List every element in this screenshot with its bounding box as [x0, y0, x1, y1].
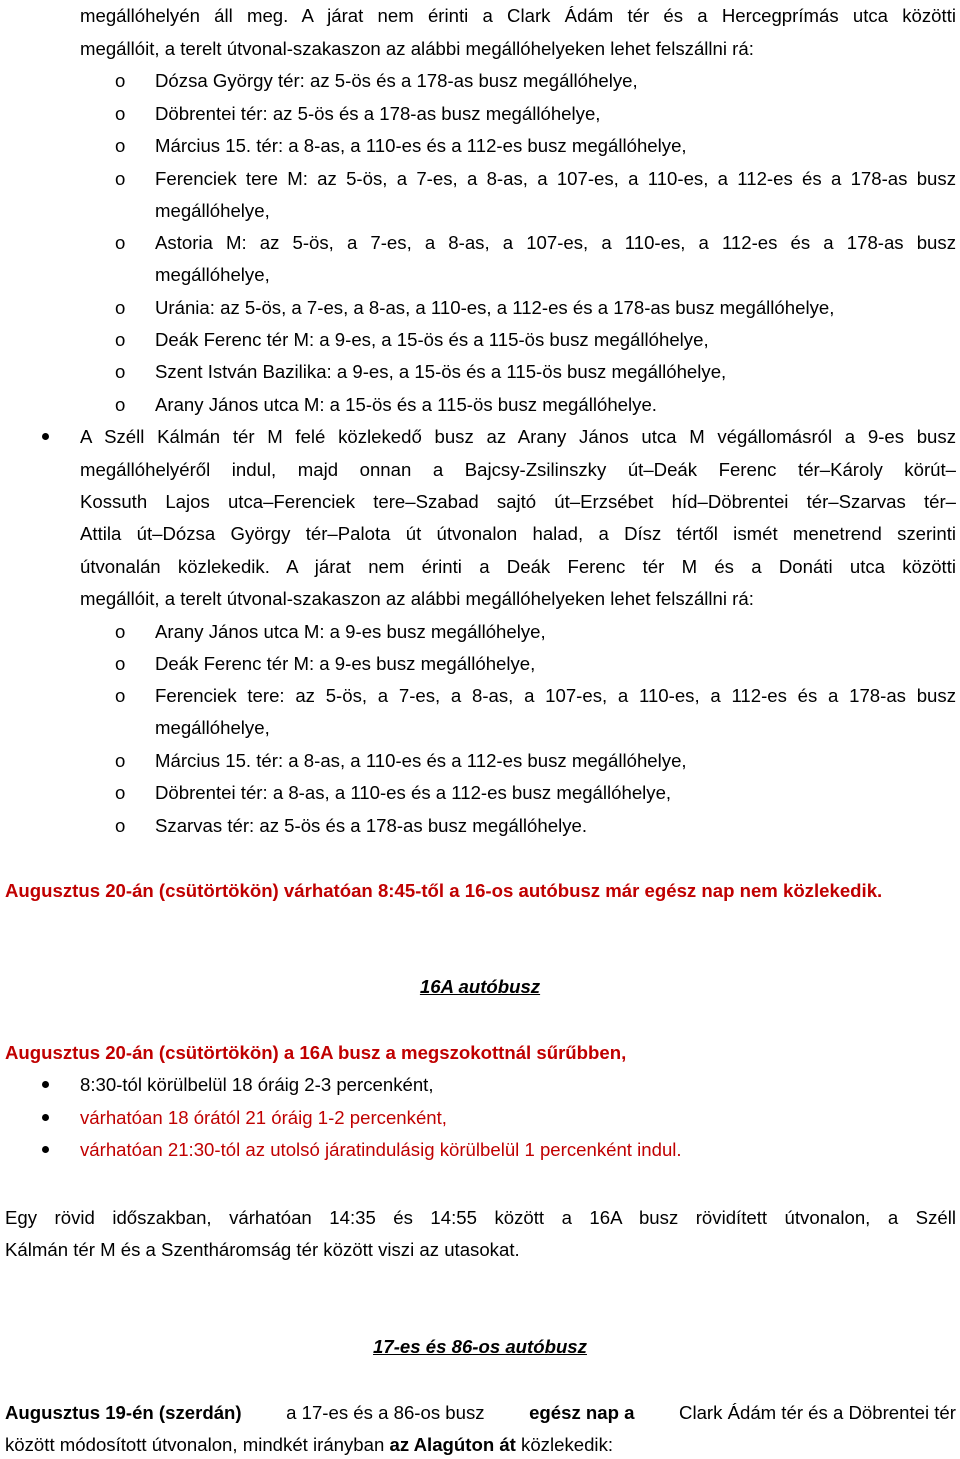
- text-line: Attila út–Dózsa György tér–Palota út útvonalon halad, a Dísz tértől ismét menetrend szerinti: [80, 523, 956, 544]
- list-item: Döbrentei tér: az 5-ös és a 178-as busz megállóhelye,: [155, 103, 601, 124]
- list-item: 8:30-tól körülbelül 18 óráig 2-3 percenként,: [80, 1074, 434, 1095]
- list-bullet: o: [115, 329, 126, 350]
- section-title-17-86: 17-es és 86-os autóbusz: [373, 1336, 587, 1357]
- text-bold: az Alagúton át: [389, 1434, 516, 1455]
- list-bullet: o: [115, 750, 126, 771]
- text-bold: egész nap a: [529, 1402, 635, 1423]
- list-bullet: o: [115, 135, 126, 156]
- list-item: Uránia: az 5-ös, a 7-es, a 8-as, a 110-es, a 112-es és a 178-as busz megállóhelye,: [155, 297, 835, 318]
- bullet-dot: [42, 433, 49, 440]
- text-line: megállóit, a terelt útvonal-szakaszon az alábbi megállóhelyeken lehet felszállni rá:: [80, 588, 754, 609]
- list-item: Március 15. tér: a 8-as, a 110-es és a 112-es busz megállóhelye,: [155, 135, 687, 156]
- list-item: Arany János utca M: a 9-es busz megállóhelye,: [155, 621, 546, 642]
- notice-16: Augusztus 20-án (csütörtökön) várhatóan 8:45-től a 16-os autóbusz már egész nap nem közlekedik.: [5, 880, 883, 901]
- list-item: Március 15. tér: a 8-as, a 110-es és a 112-es busz megállóhelye,: [155, 750, 687, 771]
- list-bullet: o: [115, 361, 126, 382]
- list-bullet: o: [115, 103, 126, 124]
- text-line: Egy rövid időszakban, várhatóan 14:35 és 14:55 között a 16A busz rövidített útvonalon, a Széll: [5, 1207, 956, 1228]
- list-item: Arany János utca M: a 15-ös és a 115-ös busz megállóhelye.: [155, 394, 657, 415]
- list-item: várhatóan 18 órától 21 óráig 1-2 percenként,: [80, 1107, 447, 1128]
- list-item-continuation: megállóhelye,: [155, 264, 270, 285]
- list-item: Astoria M: az 5-ös, a 7-es, a 8-as, a 107-es, a 110-es, a 112-es és a 178-as busz: [155, 232, 956, 253]
- list-bullet: o: [115, 621, 126, 642]
- text-line: [5, 1401, 956, 1425]
- list-bullet: o: [115, 297, 126, 318]
- list-item: Deák Ferenc tér M: a 9-es busz megállóhelye,: [155, 653, 536, 674]
- bullet-dot: [42, 1146, 49, 1153]
- list-item: Szent István Bazilika: a 9-es, a 15-ös és a 115-ös busz megállóhelye,: [155, 361, 727, 382]
- list-item: Szarvas tér: az 5-ös és a 178-as busz megállóhelye.: [155, 815, 588, 836]
- bullet-dot: [42, 1081, 49, 1088]
- text-line: Kossuth Lajos utca–Ferenciek tere–Szabad sajtó út–Erzsébet híd–Döbrentei tér–Szarvas tér–: [80, 491, 956, 512]
- text-span: Clark Ádám tér és a Döbrentei tér: [679, 1402, 956, 1423]
- list-bullet: o: [115, 815, 126, 836]
- list-item: Deák Ferenc tér M: a 9-es, a 15-ös és a 115-ös busz megállóhelye,: [155, 329, 709, 350]
- list-item: Ferenciek tere M: az 5-ös, a 7-es, a 8-as, a 107-es, a 110-es, a 112-es és a 178-as busz: [155, 168, 956, 189]
- text-span: [529, 1401, 634, 1425]
- list-bullet: o: [115, 168, 126, 189]
- list-item-continuation: megállóhelye,: [155, 717, 270, 738]
- text-line: A Széll Kálmán tér M felé közlekedő busz az Arany János utca M végállomásról a 9-es busz: [80, 426, 956, 447]
- section-title-16a: 16A autóbusz: [419, 976, 541, 997]
- list-item: Ferenciek tere: az 5-ös, a 7-es, a 8-as, a 107-es, a 110-es, a 112-es és a 178-as busz: [155, 685, 956, 706]
- list-item: várhatóan 21:30-tól az utolsó járatindulásig körülbelül 1 percenként indul.: [80, 1139, 682, 1160]
- section-16a-intro: Augusztus 20-án (csütörtökön) a 16A busz a megszokottnál sűrűbben,: [5, 1042, 627, 1063]
- list-item: Dózsa György tér: az 5-ös és a 178-as busz megállóhelye,: [155, 70, 638, 91]
- list-bullet: o: [115, 782, 126, 803]
- text-line: megállóit, a terelt útvonal-szakaszon az alábbi megállóhelyeken lehet felszállni rá:: [80, 38, 754, 59]
- list-bullet: o: [115, 394, 126, 415]
- text-line: megállóhelyén áll meg. A járat nem érinti a Clark Ádám tér és a Hercegprímás utca közötti: [80, 5, 956, 26]
- date-bold: Augusztus 19-én (szerdán): [5, 1402, 242, 1423]
- list-bullet: o: [115, 70, 126, 91]
- text-line: Kálmán tér M és a Szentháromság tér között viszi az utasokat.: [5, 1239, 520, 1260]
- list-bullet: o: [115, 653, 126, 674]
- text-span: között módosított útvonalon, mindkét irányban: [5, 1434, 385, 1455]
- text-line: útvonalán közlekedik. A járat nem érinti a Deák Ferenc tér M és a Donáti utca közötti: [80, 556, 956, 577]
- bullet-dot: [42, 1114, 49, 1121]
- list-item: Döbrentei tér: a 8-as, a 110-es és a 112-es busz megállóhelye,: [155, 782, 672, 803]
- text-line: [5, 1433, 613, 1457]
- text-line: megállóhelyéről indul, majd onnan a Bajcsy-Zsilinszky út–Deák Ferenc tér–Károly körút–: [80, 459, 956, 480]
- list-bullet: o: [115, 232, 126, 253]
- list-bullet: o: [115, 685, 126, 706]
- text-span: közlekedik:: [521, 1434, 614, 1455]
- text-span: a 17-es és a 86-os busz: [286, 1402, 485, 1423]
- list-item-continuation: megállóhelye,: [155, 200, 270, 221]
